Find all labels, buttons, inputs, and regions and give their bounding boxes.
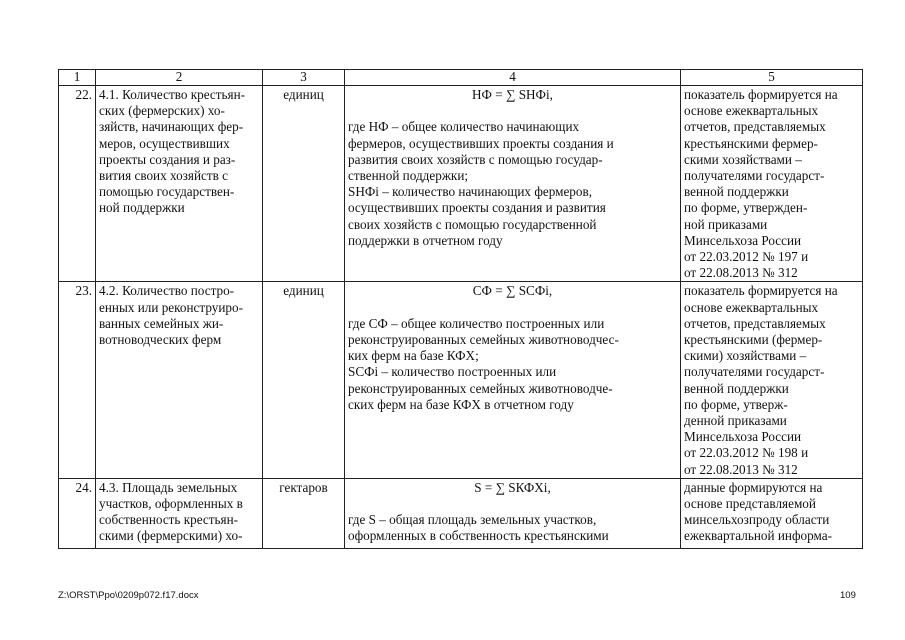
data-source-line: получателями государст- <box>684 364 825 380</box>
unit-of-measure: единиц <box>263 86 345 282</box>
indicator-name-line: вотноводческих ферм <box>99 332 222 348</box>
indicator-name-line: участков, оформленных в <box>99 496 243 512</box>
formula-description-line: ских ферм на базе КФХ в отчетном году <box>348 396 574 412</box>
data-source-line: отчетов, представляемых <box>684 315 826 331</box>
formula-description-line: где НФ – общее количество начинающих <box>348 119 580 135</box>
formula-description-line: ственной поддержки; <box>348 168 469 183</box>
footer-file-path: Z:\ORST\Ppo\0209p072.f17.docx <box>58 590 199 601</box>
data-source-line: ежеквартальной информа- <box>684 528 833 544</box>
formula-description-line: фермеров, осуществивших проекты создания и <box>348 135 614 151</box>
data-source <box>681 86 863 282</box>
data-source-line: данные формируются на <box>684 479 823 495</box>
indicator-name-line: 4.2. Количество постро- <box>99 283 235 299</box>
formula-description-line: где S – общая площадь земельных участков, <box>348 512 597 528</box>
data-source-line: по форме, утверж- <box>684 396 788 412</box>
indicator-name-line: енных или реконструиро- <box>99 299 243 315</box>
indicator-name-line: собственность крестьян- <box>99 512 239 528</box>
formula-description-line: SНФi – количество начинающих фермеров, <box>348 184 593 200</box>
data-source-line: крестьянскими (фермер- <box>684 332 823 348</box>
data-source-line: по форме, утвержден- <box>684 200 808 216</box>
indicator-name <box>96 282 263 478</box>
unit-of-measure: единиц <box>263 282 345 478</box>
table-row <box>59 478 863 548</box>
data-source-line: основе ежеквартальных <box>684 299 819 315</box>
column-number: 3 <box>263 70 345 86</box>
formula: НФ = ∑ SНФi, <box>472 87 553 102</box>
formula-description-line: оформленных в собственность крестьянскими <box>348 528 609 544</box>
data-source-line: от 22.03.2012 № 197 и <box>684 249 809 265</box>
formula-description-line: реконструированных семейных животноводчес- <box>348 332 619 348</box>
indicator-name-line: помощью государствен- <box>99 184 235 200</box>
indicator-name-line: 4.3. Площадь земельных <box>99 479 238 495</box>
indicator-name-line: вития своих хозяйств с <box>99 168 229 184</box>
formula-description-line: своих хозяйств с помощью государственной <box>348 216 597 232</box>
data-source-line: Минсельхоза России <box>684 232 802 248</box>
data-source-line: венной поддержки <box>684 380 789 396</box>
formula-description-line: реконструированных семейных животноводче- <box>348 380 613 396</box>
table-row <box>59 86 863 282</box>
indicator-table <box>58 69 863 549</box>
data-source-line: венной поддержки <box>684 184 789 200</box>
formula-description-line: поддержки в отчетном году <box>348 232 503 248</box>
data-source-line: основе ежеквартальных <box>684 103 819 119</box>
indicator-name-line: 4.1. Количество крестьян- <box>99 87 246 102</box>
data-source-line: показатель формируется на <box>684 87 838 102</box>
formula-description-line: ких ферм на базе КФХ; <box>348 348 479 364</box>
formula-description-line: SСФi – количество построенных или <box>348 364 557 380</box>
indicator-name <box>96 478 263 548</box>
data-source-line: показатель формируется на <box>684 283 838 299</box>
data-source-line: отчетов, представляемых <box>684 119 826 135</box>
indicator-name-line: меров, осуществивших <box>99 135 230 151</box>
indicator-name-line: ских (фермерских) хо- <box>99 103 225 119</box>
calculation-method <box>345 478 681 548</box>
data-source-line: минсельхозпроду области <box>684 512 830 528</box>
row-number: 24. <box>59 478 96 548</box>
data-source-line: крестьянскими фермер- <box>684 135 818 151</box>
page-number: 109 <box>840 590 856 601</box>
data-source-line: ной приказами <box>684 216 768 232</box>
data-source <box>681 282 863 478</box>
indicator-name-line: зяйств, начинающих фер- <box>99 119 244 135</box>
formula-description-line: осуществивших проекты создания и развития <box>348 200 606 216</box>
column-number: 5 <box>681 70 863 86</box>
data-source-line: от 22.08.2013 № 312 <box>684 461 798 477</box>
column-number: 1 <box>59 70 96 86</box>
calculation-method <box>345 282 681 478</box>
table-row <box>59 282 863 478</box>
data-source-line: денной приказами <box>684 413 787 429</box>
indicator-name-line: ванных семейных жи- <box>99 315 224 331</box>
row-number: 22. <box>59 86 96 282</box>
calculation-method <box>345 86 681 282</box>
data-source-line: от 22.03.2012 № 198 и <box>684 445 809 461</box>
column-number: 2 <box>96 70 263 86</box>
data-source-line: основе представляемой <box>684 496 816 512</box>
indicator-name-line: проекты создания и раз- <box>99 151 236 167</box>
formula-description-line: развития своих хозяйств с помощью государ- <box>348 151 603 167</box>
indicator-name <box>96 86 263 282</box>
unit-of-measure: гектаров <box>263 478 345 548</box>
formula-description-line: где СФ – общее количество построенных или <box>348 315 605 331</box>
indicator-name-line: скими (фермерскими) хо- <box>99 528 243 544</box>
formula: СФ = ∑ SСФi, <box>472 283 553 299</box>
data-source-line: от 22.08.2013 № 312 <box>684 265 798 281</box>
column-number-row <box>59 70 863 86</box>
column-number: 4 <box>345 70 681 86</box>
formula: S = ∑ SКФХi, <box>474 479 551 495</box>
indicator-name-line: ной поддержки <box>99 200 185 216</box>
data-source-line: скими) хозяйствами – <box>684 348 807 364</box>
data-source <box>681 478 863 548</box>
data-source-line: получателями государст- <box>684 168 825 184</box>
data-source-line: Минсельхоза России <box>684 429 802 445</box>
row-number: 23. <box>59 282 96 478</box>
data-source-line: скими хозяйствами – <box>684 151 802 167</box>
